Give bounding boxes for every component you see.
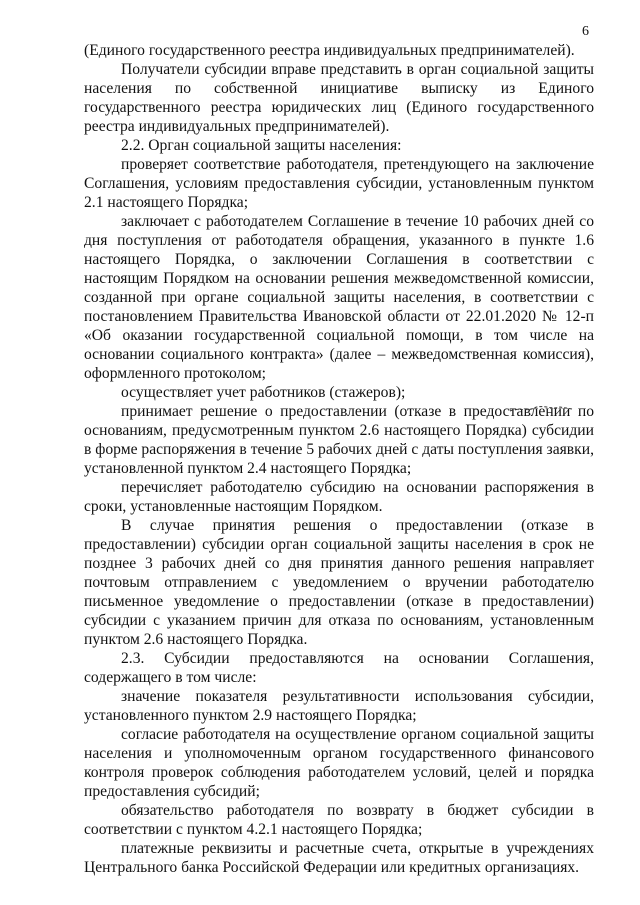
text-line: соответствии с пунктом 4.2.1 настоящего Порядка;: [84, 821, 423, 838]
text-line: (Единого государственного реестра индивидуальных предпринимателей).: [84, 42, 575, 59]
text-line: оформленного протоколом;: [84, 365, 267, 382]
text-line: позднее 3 рабочих дней со дня принятия данного решения направляет: [84, 555, 594, 572]
text-line: населения и уполномоченным органом государственного финансового: [84, 745, 594, 762]
text-line: заключает с работодателем Соглашение в течение 10 рабочих дней со: [121, 213, 594, 230]
text-line: содержащего в том числе:: [84, 669, 257, 686]
text-line: контроля проверок соблюдения работодателем условий, целей и порядка: [84, 764, 594, 781]
text-line: платежные реквизиты и расчетные счета, открытые в учреждениях: [121, 840, 594, 857]
text-line: предоставлении) субсидии орган социальной защиты населения в срок не: [84, 536, 594, 553]
text-line: населения по собственной инициативе выписку из Единого: [84, 80, 594, 97]
text-line: государственного реестра юридических лиц (Единого государственного: [84, 99, 594, 116]
text-line: почтовым отправлением с уведомлением о вручении работодателю: [84, 574, 594, 591]
text-line: проверяет соответствие работодателя, претендующего на заключение: [121, 156, 594, 173]
text-line: настоящим Порядком на основании решения межведомственной комиссии,: [84, 270, 594, 287]
text-line: пунктом 2.6 настоящего Порядка.: [84, 631, 308, 648]
text-line: осуществляет учет работников (стажеров);: [121, 384, 406, 401]
text-line: в форме распоряжения в течение 5 рабочих дней с даты поступления заявки,: [84, 441, 594, 458]
text-line: предоставления субсидий;: [84, 783, 260, 800]
text-line: Соглашения, условиям предоставления субсидии, установленным пунктом: [84, 175, 594, 192]
text-line: реестра индивидуальных предпринимателей).: [84, 118, 390, 135]
text-line: согласие работодателя на осуществление органом социальной защиты: [121, 726, 594, 743]
text-line: сроки, установленные настоящим Порядком.: [84, 498, 383, 515]
text-line: дня поступления от работодателя обращения, указанного в пункте 1.6: [84, 232, 594, 249]
text-line: Получатели субсидии вправе представить в орган социальной защиты: [121, 61, 594, 78]
text-line: 2.2. Орган социальной защиты населения:: [121, 137, 402, 154]
text-line: В случае принятия решения о предоставлении (отказе в: [121, 517, 594, 534]
text-line: созданной при органе социальной защиты населения, в соответствии с: [84, 289, 594, 306]
text-line: основании социального контракта» (далее – межведомственная комиссия),: [84, 346, 594, 363]
handwritten-mark-icon: [508, 404, 574, 414]
text-line: перечисляет работодателю субсидию на основании распоряжения в: [121, 479, 594, 496]
text-line: значение показателя результативности использования субсидии,: [121, 688, 594, 705]
text-line: Центрального банка Российской Федерации или кредитных организациях.: [84, 859, 580, 876]
text-line: «Об оказании государственной социальной помощи, в том числе на: [84, 327, 594, 344]
text-line: 2.3. Субсидии предоставляются на основании Соглашения,: [121, 650, 594, 667]
text-line: 2.1 настоящего Порядка;: [84, 194, 249, 211]
text-line: основаниям, предусмотренным пунктом 2.6 настоящего Порядка) субсидии: [84, 422, 594, 439]
text-line: принимает решение о предоставлении (отказе в предоставлении по: [121, 403, 594, 420]
page-number: 6: [582, 24, 589, 39]
text-line: настоящего Порядка, о заключении Соглашения в соответствии с: [84, 251, 594, 268]
text-line: установленной пунктом 2.4 настоящего Порядка;: [84, 460, 412, 477]
text-line: письменное уведомление о предоставлении (отказе в предоставлении): [84, 593, 594, 610]
text-line: субсидии с указанием причин для отказа по основаниям, установленным: [84, 612, 594, 629]
text-line: постановлением Правительства Ивановской области от 22.01.2020 № 12-п: [84, 308, 594, 325]
text-line: обязательство работодателя по возврату в бюджет субсидии в: [121, 802, 594, 819]
text-line: установленного пунктом 2.9 настоящего Порядка;: [84, 707, 417, 724]
